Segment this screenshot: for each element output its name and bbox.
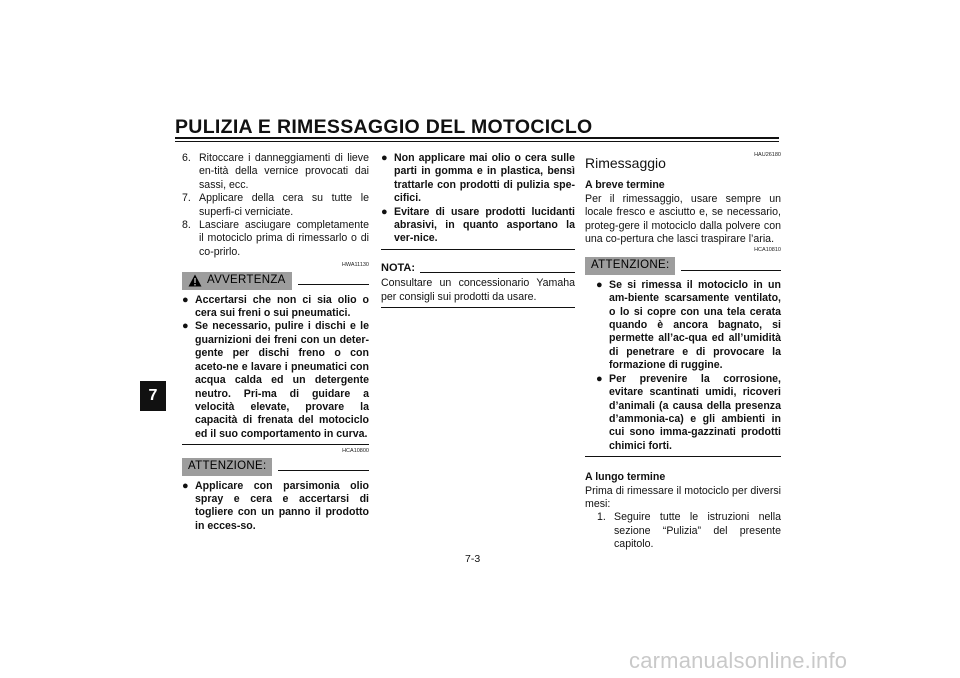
bullet-icon: ● — [596, 372, 603, 385]
step-text: Seguire tutte le istruzioni nella sezione “Pulizia” del presente capitolo. — [614, 511, 781, 551]
note-end-rule — [381, 307, 575, 308]
warning-code: HWA11130 — [341, 262, 369, 269]
long-term-text: Prima di rimessare il motociclo per diversi mesi: — [585, 484, 781, 510]
bullet-icon: ● — [182, 293, 189, 306]
section-heading: Rimessaggio — [585, 155, 666, 171]
step-number: 7. — [182, 192, 191, 205]
short-term-text: Per il rimessaggio, usare sempre un locale fresco e asciutto e, se necessario, proteg-gere il motociclo dalla polvere con una co-pertura che lasci traspirare l’aria. — [585, 192, 781, 246]
step-item — [585, 511, 781, 551]
title-rule-thin — [175, 141, 779, 142]
caution-item-text: Se si rimessa il motociclo in un am-biente scarsamente ventilato, o lo si copre con una tela cerata quando è ancora bagnato, si permette all’ac-qua ed all’umidità di penetrare e di provocare la formazione di ruggine. — [609, 278, 781, 372]
caution-header — [182, 458, 369, 475]
warning-label: AVVERTENZA — [207, 274, 286, 287]
caution-item-text: Per prevenire la corrosione, evitare scantinati umidi, ricoveri d’animali (a causa della presenza d’ammonia-ca) e gli ambienti in cui sono imma-gazzinati prodotti chimici forti. — [609, 372, 781, 452]
note-header — [381, 262, 575, 275]
column-2 — [381, 152, 575, 308]
caution-item-text: Evitare di usare prodotti lucidanti abrasivi, in quanto asportano la ver-nice. — [394, 205, 575, 245]
step-number: 8. — [182, 219, 191, 232]
caution-item-text: Applicare con parsimonia olio spray e cera e accertarsi di togliere con un panno il prodotto in ecces-so. — [195, 479, 369, 532]
watermark: carmanualsonline.info — [629, 648, 848, 673]
note-label: NOTA: — [381, 261, 416, 274]
warning-triangle-icon — [188, 274, 202, 287]
caution-header-line — [278, 462, 369, 471]
step-item — [182, 152, 369, 192]
warning-header-line — [298, 276, 369, 285]
column-3 — [585, 152, 781, 552]
bullet-icon: ● — [381, 152, 388, 164]
caution-item-text: Non applicare mai olio o cera sulle parti in gomma e in plastica, bensì trattarle con prodotti di pulizia spe-cifici. — [394, 152, 575, 205]
chapter-tab: 7 — [140, 381, 166, 411]
caution-label: ATTENZIONE: — [585, 257, 675, 274]
page-number: 7-3 — [465, 553, 481, 565]
caution-code: HCA10810 — [754, 247, 781, 254]
short-term-title: A breve termine — [585, 179, 665, 192]
caution-label: ATTENZIONE: — [182, 458, 272, 475]
bullet-icon: ● — [381, 205, 388, 218]
warning-end-rule — [182, 444, 369, 445]
caution-item — [381, 152, 575, 206]
caution-code: HCA10800 — [342, 448, 369, 455]
long-term-title: A lungo termine — [585, 471, 666, 484]
note-text: Consultare un concessionario Yamaha per consigli sui prodotti da usare. — [381, 277, 575, 303]
caution-header — [585, 257, 781, 274]
warning-header — [182, 272, 369, 289]
step-item — [182, 219, 369, 259]
warning-item-text: Accertarsi che non ci sia olio o cera sui freni o sui pneumatici. — [195, 293, 369, 320]
title-rule — [175, 137, 779, 139]
step-item — [182, 192, 369, 219]
warning-label-box — [182, 272, 292, 289]
caution-item — [585, 373, 781, 453]
page-title: PULIZIA E RIMESSAGGIO DEL MOTOCICLO — [175, 116, 593, 138]
step-text: Ritoccare i danneggiamenti di lieve en-tità della vernice provocati dai sassi, ecc. — [199, 152, 369, 191]
step-text: Lasciare asciugare completamente il motociclo prima di rimessarlo o di co-prirlo. — [199, 219, 369, 258]
warning-item-text: Se necessario, pulire i dischi e le guarnizioni dei freni con un deter-gente per dischi freno o con aceto-ne e lavare i pneumatici con acqua calda ed un detergente neutro. Pri-ma di guidare a velocità elevate, provare la capacità di frenata del motociclo ed il suo comportamento in curva. — [195, 320, 369, 440]
caution-item — [381, 206, 575, 246]
bullet-icon: ● — [182, 320, 189, 333]
section-code: HAU26180 — [754, 152, 781, 158]
caution-item — [182, 480, 369, 534]
step-number: 1. — [597, 511, 606, 524]
bullet-icon: ● — [596, 278, 603, 291]
warning-item — [182, 320, 369, 441]
caution-item — [585, 279, 781, 373]
note-header-line — [420, 265, 575, 273]
caution-header-line — [681, 262, 781, 271]
step-text: Applicare della cera su tutte le superfi-ci verniciate. — [199, 192, 369, 218]
bullet-icon: ● — [182, 479, 189, 492]
step-number: 6. — [182, 152, 191, 164]
warning-item — [182, 294, 369, 321]
column-1 — [182, 152, 369, 533]
